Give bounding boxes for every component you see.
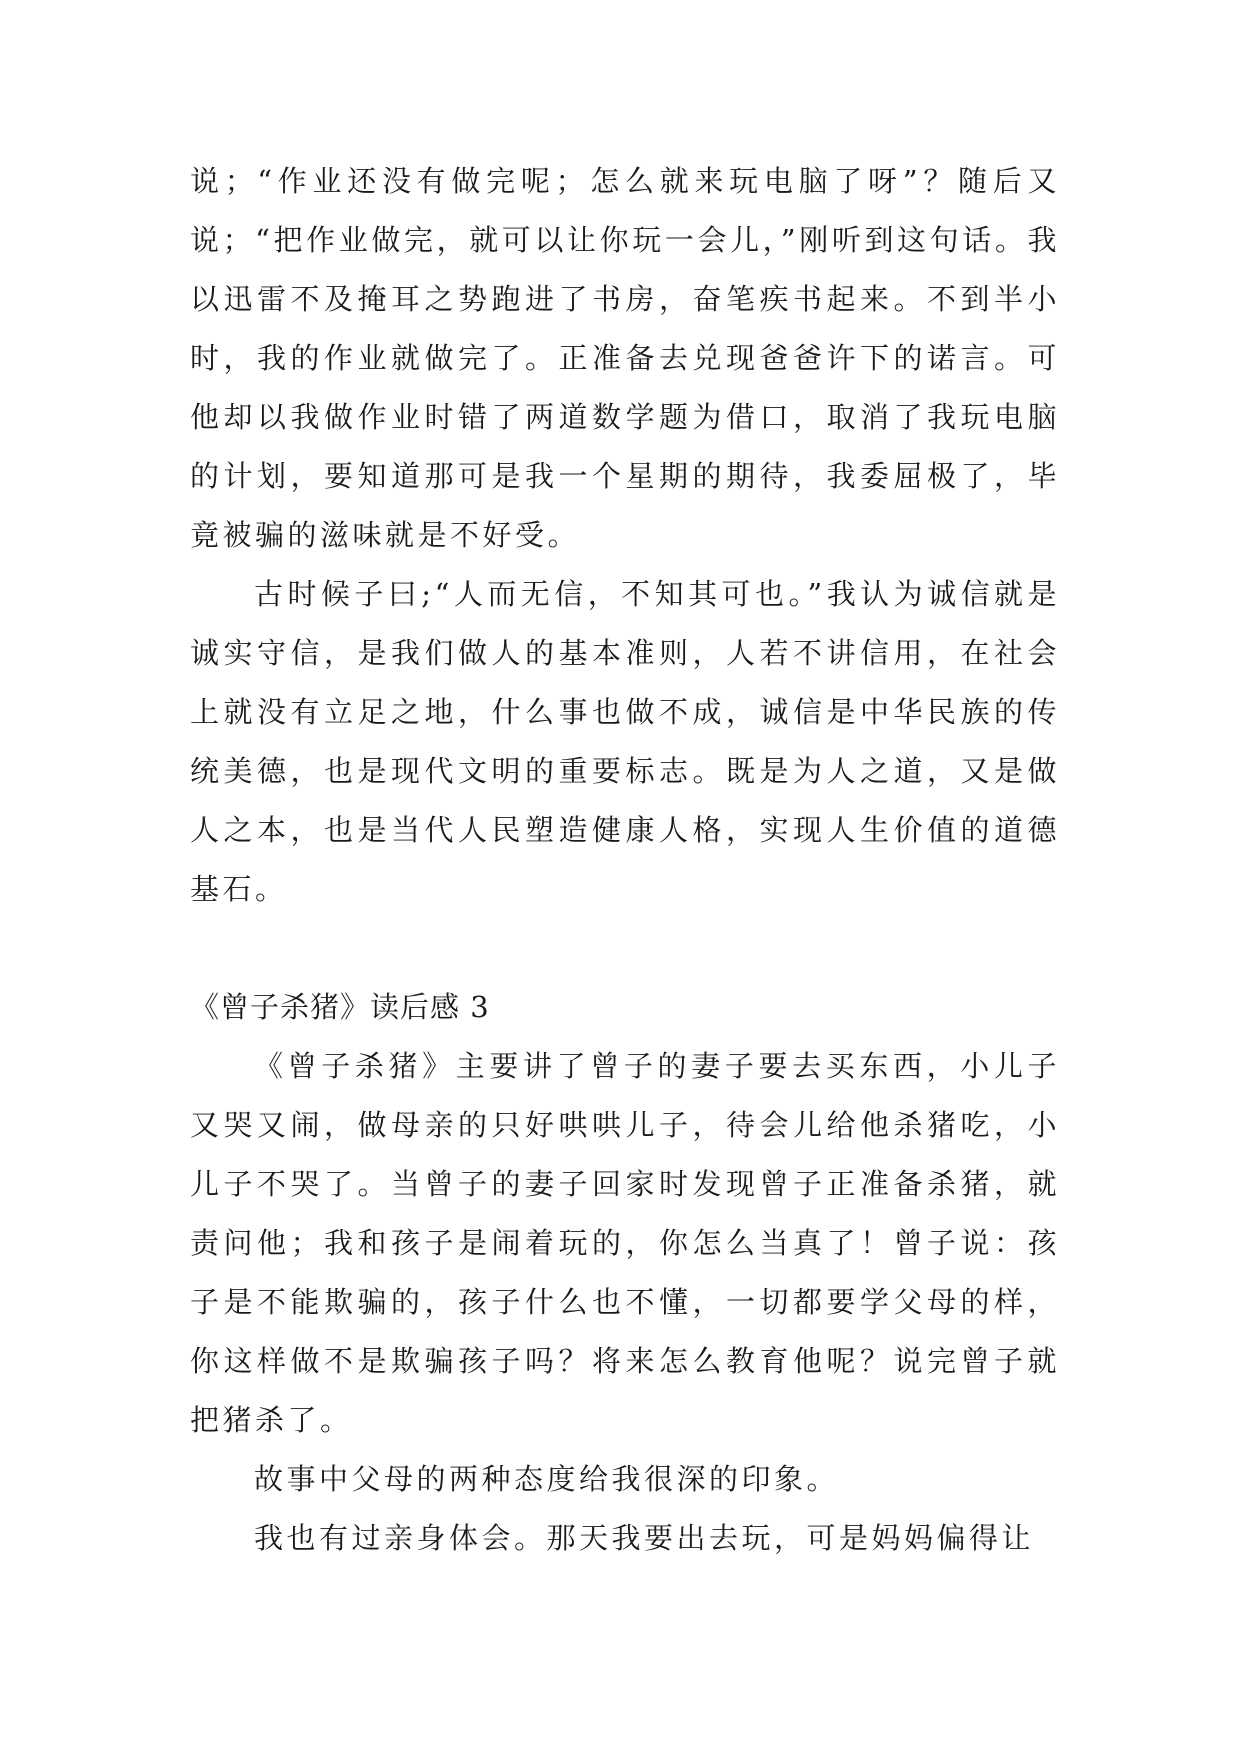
paragraph-continued-story: 说；“作业还没有做完呢；怎么就来玩电脑了呀”？随后又说；“把作业做完，就可以让你玩一会儿，”刚听到这句话。我以迅雷不及掩耳之势跑进了书房，奋笔疾书起来。不到半小时，我的作业就做完了。正准备去兑现爸爸许下的诺言。可他却以我做作业时错了两道数学题为借口，取消了我玩电脑的计划，要知道那可是我一个星期的期待，我委屈极了，毕竟被骗的滋味就是不好受。 [190,164,1060,552]
section-title: 《曾子杀猪》读后感 3 [190,990,490,1024]
paragraph-story-summary: 《曾子杀猪》主要讲了曾子的妻子要去买东西，小儿子又哭又闹，做母亲的只好哄哄儿子，待会儿给他杀猪吃，小儿子不哭了。当曾子的妻子回家时发现曾子正准备杀猪，就责问他；我和孩子是闹着玩的，你怎么当真了！曾子说：孩子是不能欺骗的，孩子什么也不懂，一切都要学父母的样，你这样做不是欺骗孩子吗？将来怎么教育他呢？说完曾子就把猪杀了。 [190,1049,1060,1437]
paragraph-personal-experience: 我也有过亲身体会。那天我要出去玩，可是妈妈偏得让 [254,1521,1035,1555]
document-body [190,152,1060,1568]
paragraph-honesty: 古时候子曰;“人而无信，不知其可也。”我认为诚信就是诚实守信，是我们做人的基本准则，人若不讲信用，在社会上就没有立足之地，什么事也做不成，诚信是中华民族的传统美德，也是现代文明的重要标志。既是为人之道，又是做人之本，也是当代人民塑造健康人格，实现人生价值的道德基石。 [190,577,1060,906]
section-spacer [190,919,1060,978]
paragraph-impression: 故事中父母的两种态度给我很深的印象。 [254,1462,840,1496]
